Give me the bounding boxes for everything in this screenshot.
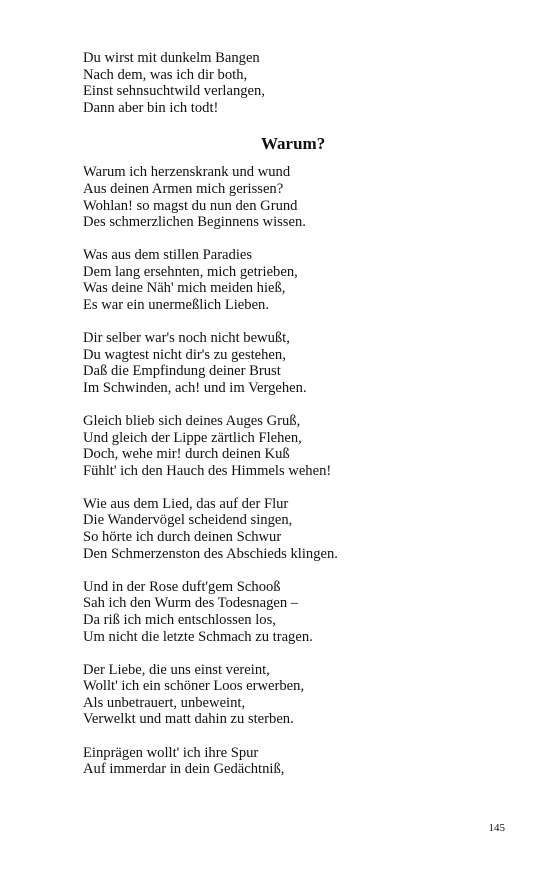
poem-line: Was aus dem stillen Paradies [83,247,253,264]
page-number: 145 [488,822,505,834]
poem-line: Du wirst mit dunkelm Bangen [83,50,260,66]
poem-stanza [83,662,523,728]
poem-line: Gleich blieb sich deines Auges Gruß, [83,413,301,429]
poem-line: Warum ich herzenskrank und wund [83,164,291,181]
poem-line: Verwelkt und matt dahin zu sterben. [83,711,294,728]
poem-line: Als unbetrauert, unbeweint, [83,694,246,711]
poem-line: Dann aber bin ich todt! [83,99,219,116]
poem-text-block [83,50,523,794]
poem-line: Die Wandervögel scheidend singen, [83,512,293,529]
poem-stanza [83,413,523,479]
poem-line: Aus deinen Armen mich gerissen? [83,180,284,197]
poem-line: Einst sehnsuchtwild verlangen, [83,83,265,100]
poem-line: Nach dem, was ich dir both, [83,66,248,83]
poem-line: Um nicht die letzte Schmach zu tragen. [83,628,313,645]
poem-stanza [83,745,523,778]
poem-stanza [83,330,523,396]
poem-line: Den Schmerzenston des Abschieds klingen. [83,545,338,562]
poem-line: Da riß ich mich entschlossen los, [83,611,276,628]
poem-line: Der Liebe, die uns einst vereint, [83,661,270,678]
poem-stanza [83,579,523,645]
poem-line: Es war ein unermeßlich Lieben. [83,297,269,314]
poem-line: Was deine Näh' mich meiden hieß, [83,280,286,297]
poem-line: Und gleich der Lippe zärtlich Flehen, [83,429,302,446]
poem-line: Du wagtest nicht dir's zu gestehen, [83,346,286,363]
poem-line: Doch, wehe mir! durch deinen Kuß [83,446,290,463]
poem-stanza [83,164,523,230]
poem-line: Fühlt' ich den Hauch des Himmels wehen! [83,462,332,479]
poem-title: Warum? [261,134,326,154]
poem-line: Dem lang ersehnten, mich getrieben, [83,263,298,280]
poem-line: Daß die Empfindung deiner Brust [83,363,281,380]
poem-line: Und in der Rose duft'gem Schooß [83,578,281,595]
poem-line: Sah ich den Wurm des Todesnagen – [83,595,299,612]
poem-line: Wohlan! so magst du nun den Grund [83,197,298,214]
poem-line: So hörte ich durch deinen Schwur [83,529,282,546]
poem-stanza [83,247,523,313]
poem-stanza [83,496,523,562]
poem-line: Einprägen wollt' ich ihre Spur [83,744,259,761]
poem-line: Auf immerdar in dein Gedächtniß, [83,761,285,778]
poem-line: Im Schwinden, ach! und im Vergehen. [83,379,307,396]
poem-line: Dir selber war's noch nicht bewußt, [83,330,290,347]
opening-stanza [83,50,523,116]
poem-line: Wollt' ich ein schöner Loos erwerben, [83,678,305,695]
poem-line: Des schmerzlichen Beginnens wissen. [83,214,306,231]
poem-line: Wie aus dem Lied, das auf der Flur [83,495,289,512]
